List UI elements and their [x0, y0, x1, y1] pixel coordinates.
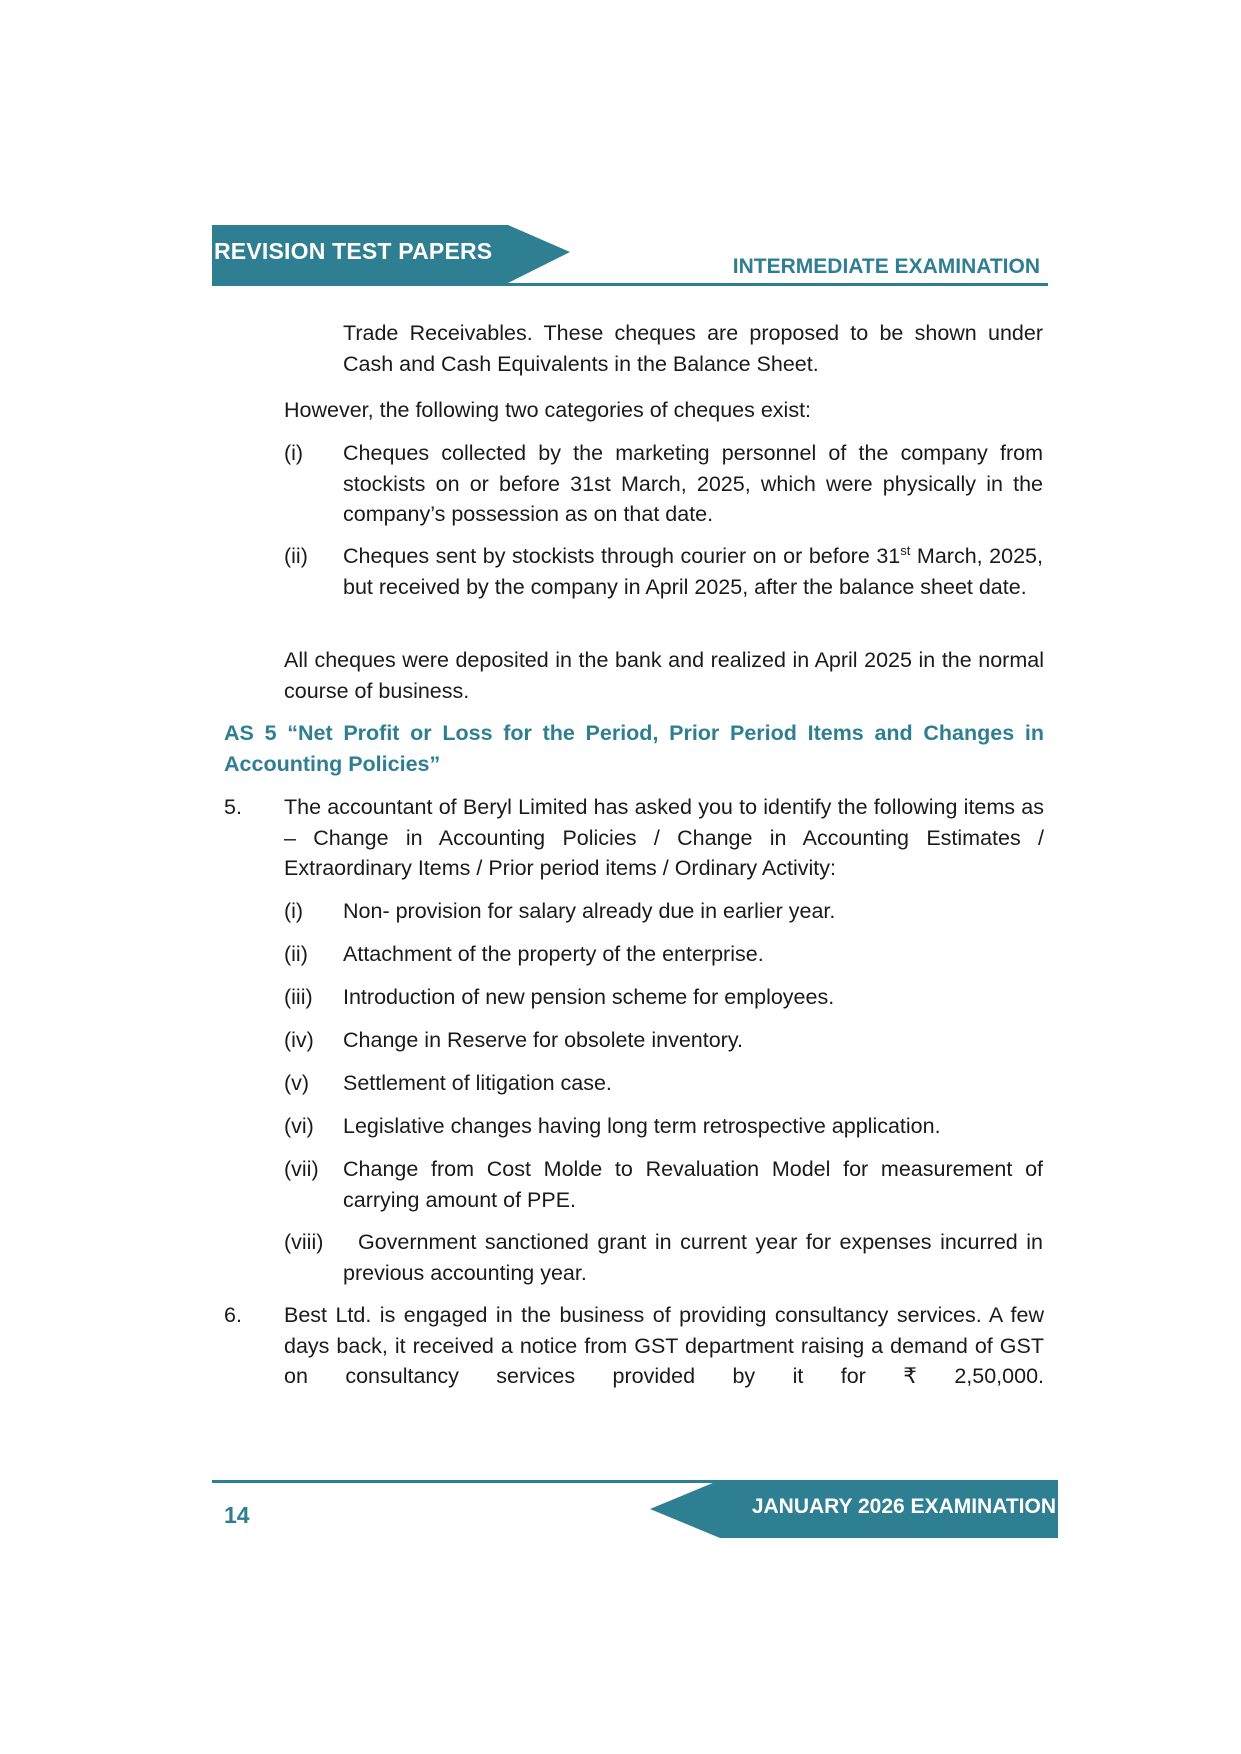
list-item: Government sanctioned grant in current year for expenses incurred in previous accounting year. [343, 1230, 1043, 1285]
continuation-paragraph: Trade Receivables. These cheques are proposed to be shown under Cash and Cash Equivalents in the Balance Sheet. [343, 321, 1043, 376]
header-left-title: REVISION TEST PAPERS [214, 238, 493, 264]
item-marker: (ii) [284, 942, 308, 966]
page-number: 14 [224, 1502, 250, 1528]
category-text: Cheques sent by stockists through courier on or before 31st March, 2025, but received by the company in April 2025, after the balance sheet date. [343, 542, 1043, 599]
list-item: Non- provision for salary already due in earlier year. [343, 899, 836, 923]
however-paragraph: However, the following two categories of cheques exist: [284, 398, 812, 422]
question-number: 6. [224, 1303, 242, 1327]
item-marker: (v) [284, 1071, 310, 1095]
item-marker: (iii) [284, 985, 313, 1009]
list-item: Introduction of new pension scheme for employees. [343, 985, 835, 1009]
question-number: 5. [224, 795, 242, 819]
list-item: Settlement of litigation case. [343, 1071, 612, 1095]
item-marker: (iv) [284, 1028, 314, 1052]
superscript: st [900, 542, 911, 558]
list-item: Change in Reserve for obsolete inventory. [343, 1028, 743, 1052]
list-item: Legislative changes having long term retrospective application. [343, 1114, 941, 1138]
section-heading: AS 5 “Net Profit or Loss for the Period, Prior Period Items and Changes in Accounting Policies” [224, 721, 1044, 776]
category-marker: (ii) [284, 544, 308, 568]
header-rule [212, 283, 1048, 286]
question-text: The accountant of Beryl Limited has asked you to identify the following items as – Change in Accounting Policies / Change in Accounting Estimates / Extraordinary Items / Prior period items / Ordinary Activity: [284, 795, 1044, 880]
category-text: Cheques collected by the marketing personnel of the company from stockists on or before 31st March, 2025, which were physically in the company’s possession as on that date. [343, 441, 1043, 526]
question-text: Best Ltd. is engaged in the business of providing consultancy services. A few days back, it received a notice from GST department raising a demand of GST on consultancy services provided by it for ₹ 2,50,000. [284, 1303, 1044, 1388]
item-marker: (vii) [284, 1157, 319, 1181]
category-marker: (i) [284, 441, 304, 465]
item-marker: (viii) [284, 1230, 324, 1254]
item-marker: (i) [284, 899, 304, 923]
list-item: Change from Cost Molde to Revaluation Model for measurement of carrying amount of PPE. [343, 1157, 1043, 1212]
deposited-paragraph: All cheques were deposited in the bank and realized in April 2025 in the normal course of business. [284, 648, 1044, 703]
list-item: Attachment of the property of the enterprise. [343, 942, 764, 966]
item-marker: (vi) [284, 1114, 314, 1138]
footer-exam-title: JANUARY 2026 EXAMINATION [751, 1495, 1056, 1518]
header-right-title: INTERMEDIATE EXAMINATION [732, 255, 1040, 278]
